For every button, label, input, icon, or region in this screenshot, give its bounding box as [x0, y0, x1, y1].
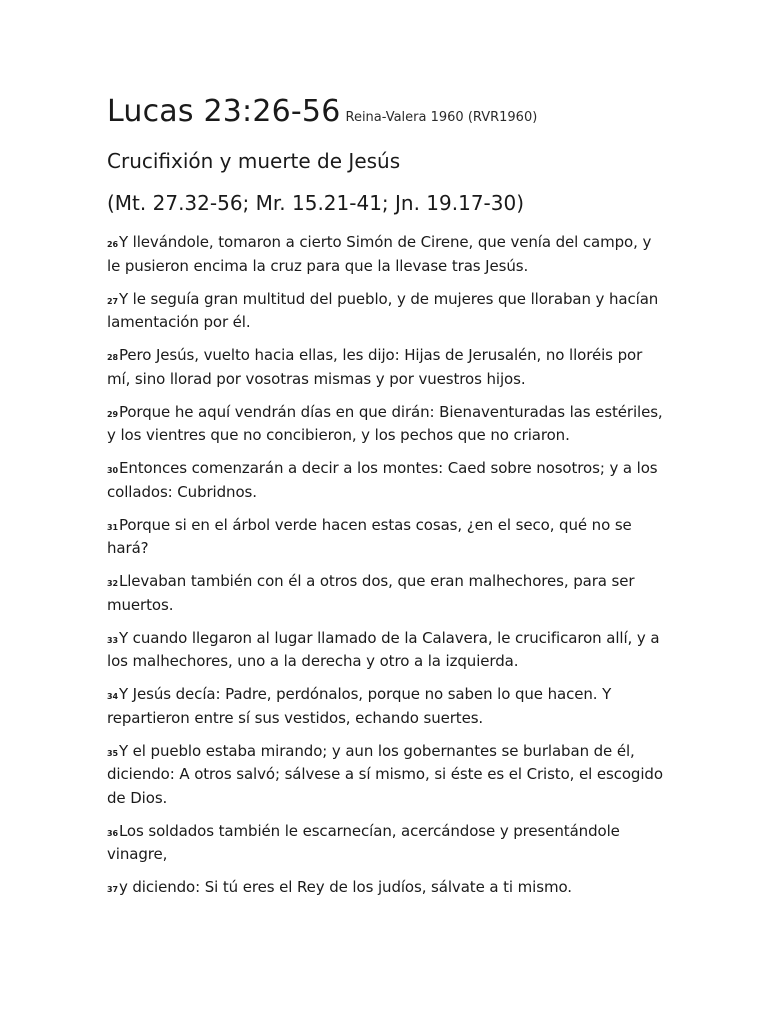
verse: [107, 231, 667, 278]
verse-number: 27: [107, 296, 118, 306]
verse: [107, 514, 667, 561]
verse: [107, 876, 667, 900]
verse-number: 36: [107, 828, 118, 838]
verse-number: 35: [107, 748, 118, 758]
verse-text: Y el pueblo estaba mirando; y aun los gobernantes se burlaban de él, diciendo: A otros salvó; sálvese a sí mismo, si éste es el Cristo, el escogido de Dios.: [107, 741, 663, 807]
verse-number: 32: [107, 579, 118, 588]
verse: [107, 344, 667, 391]
passage-title: Lucas 23:26-56: [107, 94, 341, 129]
verse: [107, 457, 667, 504]
verse-text: y diciendo: Si tú eres el Rey de los judíos, sálvate a ti mismo.: [118, 878, 572, 896]
verse-text: Pero Jesús, vuelto hacia ellas, les dijo: Hijas de Jerusalén, no lloréis por mí, sino llorad por vosotras mismas y por vuestros hijos.: [107, 346, 643, 388]
verse-number: 31: [107, 522, 118, 532]
verse-text: Llevaban también con él a otros dos, que eran malhechores, para ser muertos.: [107, 572, 635, 614]
verse: [107, 627, 667, 674]
verse-number: 28: [107, 353, 118, 362]
verse: [107, 683, 667, 730]
verse-number: 33: [107, 635, 118, 645]
section-heading: Crucifixión y muerte de Jesús: [107, 149, 401, 173]
bible-version: Reina-Valera 1960 (RVR1960): [345, 110, 538, 125]
title-row: [107, 94, 667, 130]
verse-text: Entonces comenzarán a decir a los montes: Caed sobre nosotros; y a los collados: Cubridnos.: [107, 459, 658, 501]
verse-text: Porque he aquí vendrán días en que dirán: Bienaventuradas las estériles, y los vientres que no concibieron, y los pechos que no criaron.: [107, 402, 663, 444]
verse-number: 29: [107, 409, 118, 419]
verse: [107, 820, 667, 867]
verse: [107, 288, 667, 335]
verse-number: 30: [107, 466, 118, 475]
verse-number: 34: [107, 692, 118, 701]
verse-list: [107, 231, 667, 900]
verse-text: Porque si en el árbol verde hacen estas cosas, ¿en el seco, qué no se hará?: [107, 515, 632, 557]
verse: [107, 401, 667, 448]
verse-text: Los soldados también le escarnecían, acercándose y presentándole vinagre,: [107, 821, 620, 863]
verse-text: Y Jesús decía: Padre, perdónalos, porque no saben lo que hacen. Y repartieron entre sí sus vestidos, echando suertes.: [107, 685, 612, 727]
parallel-references: (Mt. 27.32-56; Mr. 15.21-41; Jn. 19.17-30): [107, 191, 525, 215]
verse-text: Y le seguía gran multitud del pueblo, y de mujeres que lloraban y hacían lamentación por él.: [107, 289, 659, 331]
verse: [107, 570, 667, 617]
document-page: [107, 94, 667, 909]
verse: [107, 740, 667, 811]
verse-text: Y llevándole, tomaron a cierto Simón de Cirene, que venía del campo, y le pusieron encima la cruz para que la llevase tras Jesús.: [107, 233, 652, 275]
verse-text: Y cuando llegaron al lugar llamado de la Calavera, le crucificaron allí, y a los malhechores, uno a la derecha y otro a la izquierda.: [107, 628, 660, 670]
verse-number: 37: [107, 885, 118, 894]
verse-number: 26: [107, 240, 118, 249]
